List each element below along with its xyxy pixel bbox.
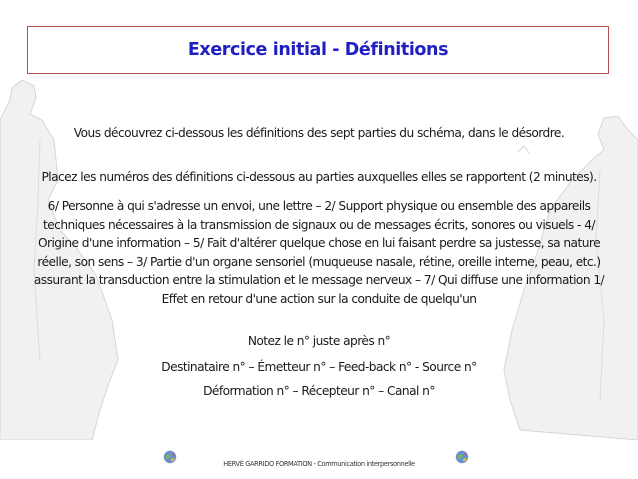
answer-line-1: Destinataire n° – Émetteur n° – Feed-back n° - Source n° (161, 360, 477, 374)
definitions-line: 6/ Personne à qui s'adresse un envoi, une lettre – 2/ Support physique ou ensemble des appareils (47, 199, 591, 213)
definitions-line: réelle, son sens – 3/ Partie d'un organe sensoriel (muqueuse nasale, rétine, oreille interne, peau, etc.) (37, 254, 601, 269)
definitions-line: Effet en retour d'une action sur la conduite de quelqu'un (161, 291, 477, 306)
instruction-text: Placez les numéros des définitions ci-dessous au parties auxquelles elles se rapportent (2 minutes). (41, 170, 597, 184)
definitions-line: assurant la transduction entre la stimulation et le message nerveux – 7/ Qui diffuse une information 1/ (33, 273, 605, 287)
footer-text: HERVÉ GARRIDO FORMATION - Communication interpersonnelle (223, 460, 415, 468)
answer-line-2: Déformation n° – Récepteur n° – Canal n° (203, 384, 435, 398)
title-box (27, 26, 609, 74)
slide-title: Exercice initial - Définitions (187, 40, 449, 60)
definitions-paragraph (8, 197, 630, 308)
definitions-line: Origine d'une information – 5/ Fait d'altérer quelque chose en lui faisant perdre sa justesse, sa nature (37, 236, 601, 250)
definitions-line: techniques nécessaires à la transmission de signaux ou de messages écrits, sonores ou visuels - 4/ (43, 217, 595, 232)
note-text: Notez le n° juste après n° (247, 334, 391, 348)
intro-text: Vous découvrez ci-dessous les définitions des sept parties du schéma, dans le désordre. (73, 126, 565, 140)
